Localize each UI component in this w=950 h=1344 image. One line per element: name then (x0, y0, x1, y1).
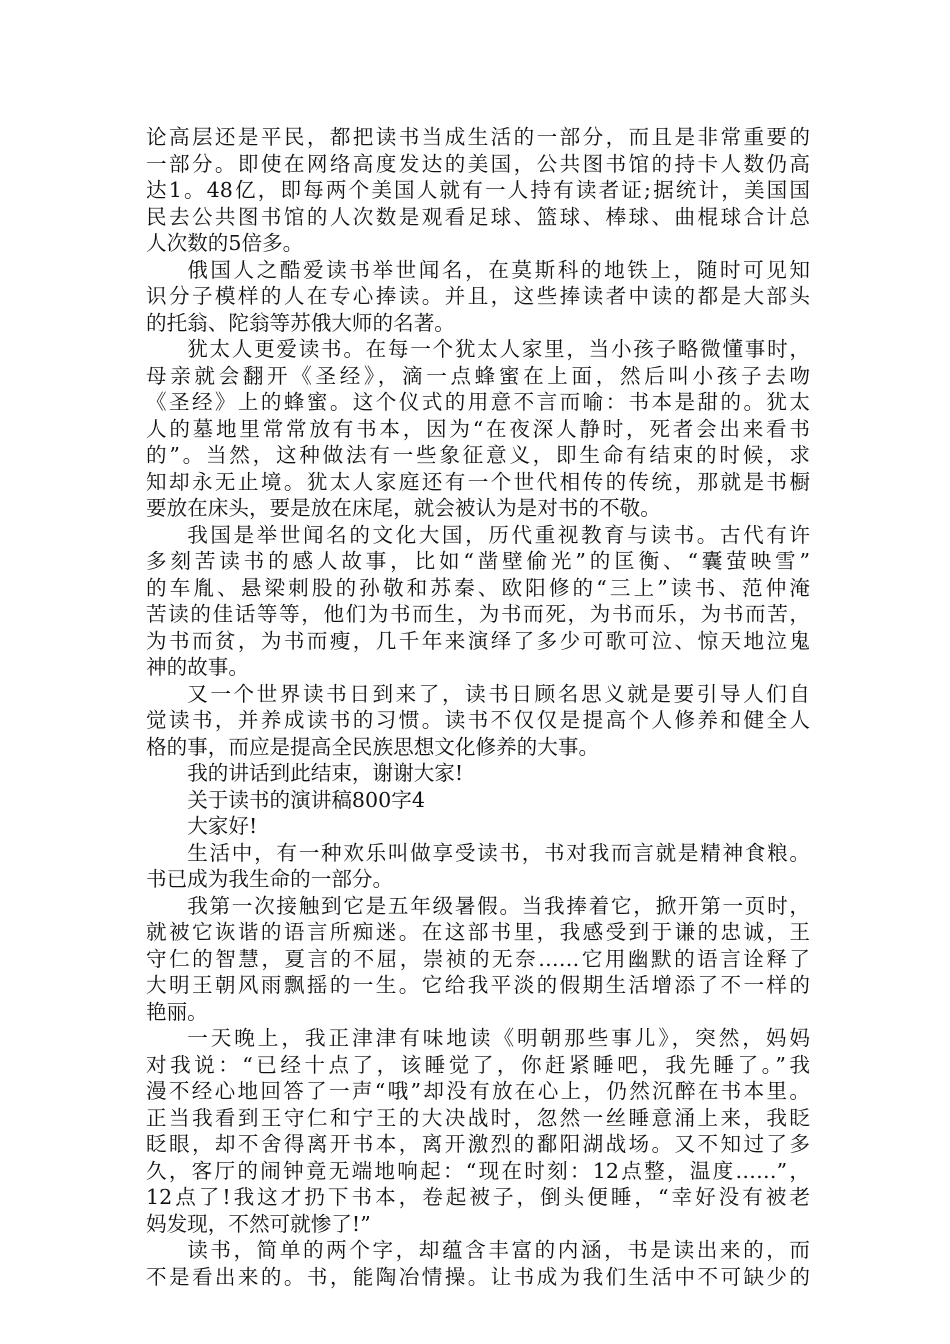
text-line: 我的讲话到此结束，谢谢大家! (187, 761, 464, 785)
text-line: 为书而贫，为书而瘦，几千年来演绎了多少可歌可泣、惊天地泣鬼 (146, 628, 810, 653)
text-line: 一天晚上，我正津津有味地读《明朝那些事儿》，突然，妈妈 (187, 1026, 810, 1050)
text-line: 苦读的佳话等等，他们为书而生，为书而死，为书而乐，为书而苦， (146, 602, 810, 626)
document-body (146, 124, 810, 1290)
text-line: 识分子模样的人在专心捧读。并且，这些捧读者中读的都是大部头 (146, 284, 810, 308)
text-line: 久，客厅的闹钟竟无端地响起：“现在时刻：12点整，温度……”， (146, 1158, 810, 1183)
text-line: 漫不经心地回答了一声“哦”却没有放在心上，仍然沉醉在书本里。 (146, 1079, 810, 1103)
text-line: 人次数的5倍多。 (146, 231, 304, 255)
text-line: 不是看出来的。书，能陶冶情操。让书成为我们生活中不可缺少的 (146, 1264, 810, 1289)
text-line: 读书，简单的两个字，却蕴含丰富的内涵，书是读出来的，而 (187, 1238, 810, 1262)
text-line: 艳丽。 (146, 999, 208, 1024)
text-line: 母亲就会翻开《圣经》，滴一点蜂蜜在上面，然后叫小孩子去吻 (146, 363, 810, 388)
text-line: 一部分。即使在网络高度发达的美国，公共图书馆的持卡人数仍高 (146, 151, 810, 176)
text-line: 关于读书的演讲稿800字4 (187, 787, 425, 812)
text-line: 书已成为我生命的一部分。 (146, 867, 394, 891)
text-line: 多刻苦读书的感人故事，比如“凿壁偷光”的匡衡、“囊萤映雪” (146, 549, 810, 573)
text-line: 犹太人更爱读书。在每一个犹太人家里，当小孩子略微懂事时， (187, 337, 810, 361)
text-line: 格的事，而应是提高全民族思想文化修养的大事。 (146, 734, 600, 759)
text-line: 12点了!我这才扔下书本，卷起被子，倒头便睡，“幸好没有被老 (146, 1185, 810, 1209)
text-line: 达1。48亿，即每两个美国人就有一人持有读者证;据统计，美国国 (146, 178, 810, 202)
text-line: 又一个世界读书日到来了，读书日顾名思义就是要引导人们自 (187, 681, 810, 706)
text-line: 神的故事。 (146, 655, 249, 679)
text-line: 大明王朝风雨飘摇的一生。它给我平淡的假期生活增添了不一样的 (146, 973, 810, 997)
text-line: 大家好! (187, 814, 258, 838)
text-line: 妈发现，不然可就惨了!” (146, 1211, 371, 1236)
text-line: 要放在床头，要是放在床尾，就会被认为是对书的不敬。 (146, 496, 661, 520)
text-line: 就被它诙谐的语言所痴迷。在这部书里，我感受到于谦的忠诚，王 (146, 920, 810, 944)
text-line: 民去公共图书馆的人次数是观看足球、篮球、棒球、曲棍球合计总 (146, 204, 810, 229)
text-line: 俄国人之酷爱读书举世闻名，在莫斯科的地铁上，随时可见知 (187, 257, 810, 282)
text-line: 的”。当然，这种做法有一些象征意义，即生命有结束的时候，求 (146, 443, 810, 467)
text-line: 眨眼，却不舍得离开书本，离开激烈的鄱阳湖战场。又不知过了多 (146, 1132, 810, 1156)
text-line: 对我说：“已经十点了，该睡觉了，你赶紧睡吧，我先睡了。”我 (146, 1052, 810, 1077)
text-line: 生活中，有一种欢乐叫做享受读书，书对我而言就是精神食粮。 (187, 840, 810, 865)
text-line: 《圣经》上的蜂蜜。这个仪式的用意不言而喻：书本是甜的。犹太 (146, 390, 810, 414)
text-line: 我第一次接触到它是五年级暑假。当我捧着它，掀开第一页时， (187, 893, 810, 918)
text-line: 我国是举世闻名的文化大国，历代重视教育与读书。古代有许 (187, 522, 810, 547)
text-line: 论高层还是平民，都把读书当成生活的一部分，而且是非常重要的 (146, 125, 810, 149)
text-line: 的托翁、陀翁等苏俄大师的名著。 (146, 310, 455, 335)
text-line: 人的墓地里常常放有书本，因为“在夜深人静时，死者会出来看书 (146, 416, 810, 441)
text-line: 守仁的智慧，夏言的不屈，崇祯的无奈……它用幽默的语言诠释了 (146, 946, 810, 971)
text-line: 知却永无止境。犹太人家庭还有一个世代相传的传统，那就是书橱 (146, 469, 810, 494)
text-line: 正当我看到王守仁和宁王的大决战时，忽然一丝睡意涌上来，我眨 (146, 1105, 810, 1130)
text-line: 的车胤、悬梁刺股的孙敬和苏秦、欧阳修的“三上”读书、范仲淹 (146, 575, 810, 600)
text-line: 觉读书，并养成读书的习惯。读书不仅仅是提高个人修养和健全人 (146, 708, 810, 732)
